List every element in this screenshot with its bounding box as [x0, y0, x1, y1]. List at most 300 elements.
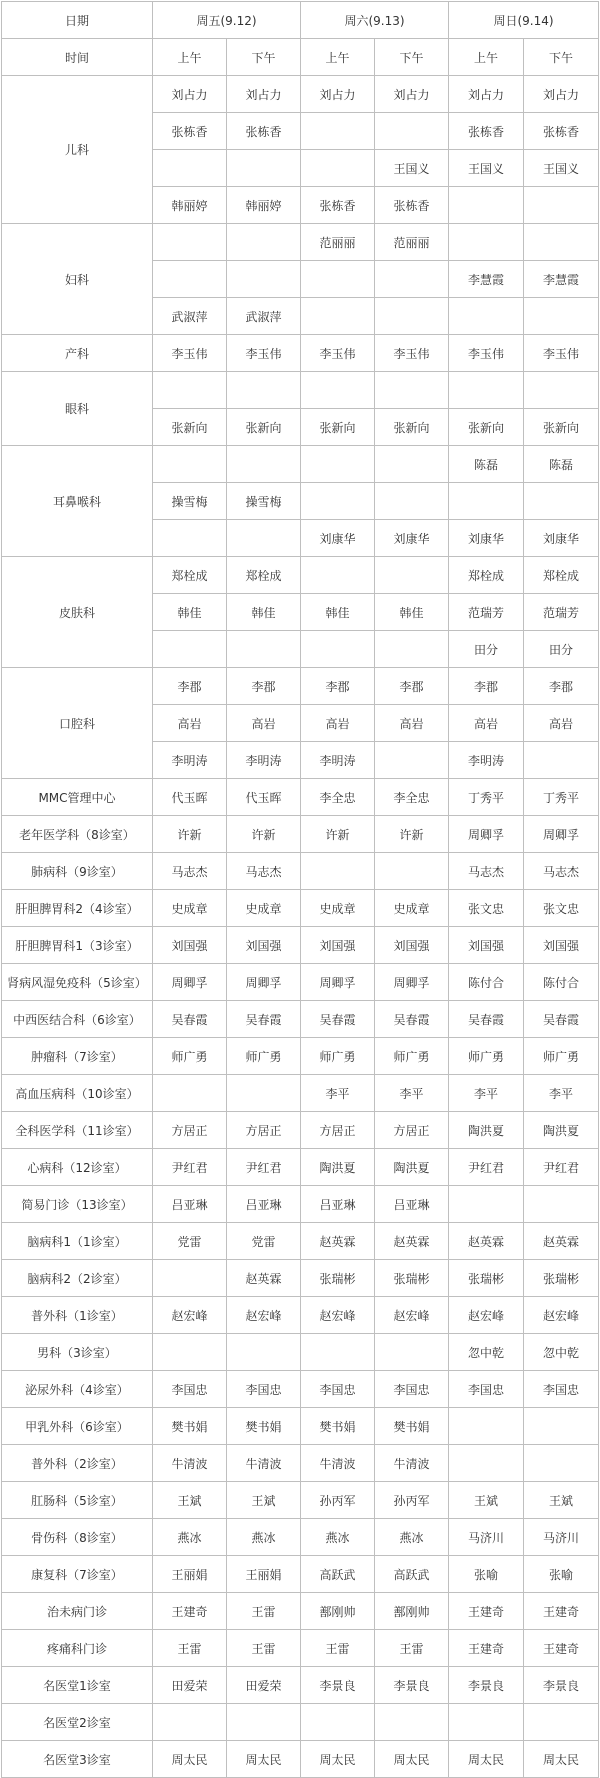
doctor-cell: 代玉晖: [227, 779, 301, 816]
doctor-cell: [301, 372, 375, 409]
doctor-cell: 郑栓成: [449, 557, 524, 594]
doctor-cell: 李平: [301, 1075, 375, 1112]
doctor-cell: 高岩: [153, 705, 227, 742]
doctor-cell: 王建奇: [449, 1630, 524, 1667]
doctor-cell: 吕亚琳: [301, 1186, 375, 1223]
schedule-body: [2, 2, 599, 1778]
doctor-cell: 李景良: [449, 1667, 524, 1704]
department-name: 肝胆脾胃科1（3诊室）: [2, 927, 153, 964]
doctor-cell: 操雪梅: [227, 483, 301, 520]
doctor-cell: 马志杰: [227, 853, 301, 890]
doctor-cell: 李平: [375, 1075, 449, 1112]
doctor-cell: 李郡: [449, 668, 524, 705]
doctor-cell: 张瑞彬: [524, 1260, 599, 1297]
department-name: 眼科: [2, 372, 153, 446]
department-name: 口腔科: [2, 668, 153, 779]
doctor-cell: 吴春霞: [227, 1001, 301, 1038]
doctor-cell: 师广勇: [301, 1038, 375, 1075]
doctor-cell: 吴春霞: [301, 1001, 375, 1038]
doctor-cell: 李全忠: [301, 779, 375, 816]
doctor-cell: 王斌: [153, 1482, 227, 1519]
doctor-cell: [227, 261, 301, 298]
doctor-cell: [153, 224, 227, 261]
doctor-cell: 李郡: [153, 668, 227, 705]
schedule-row: [2, 1297, 599, 1334]
doctor-cell: 李明涛: [227, 742, 301, 779]
doctor-cell: 刘国强: [375, 927, 449, 964]
doctor-cell: [524, 1445, 599, 1482]
department-name: 肛肠科（5诊室）: [2, 1482, 153, 1519]
doctor-cell: 刘占力: [375, 76, 449, 113]
schedule-row: [2, 335, 599, 372]
doctor-cell: 张喻: [524, 1556, 599, 1593]
doctor-cell: 李郡: [524, 668, 599, 705]
doctor-cell: [524, 742, 599, 779]
schedule-row: [2, 1408, 599, 1445]
doctor-cell: 武淑萍: [227, 298, 301, 335]
doctor-cell: 党雷: [153, 1223, 227, 1260]
doctor-cell: 党雷: [227, 1223, 301, 1260]
doctor-cell: 马志杰: [449, 853, 524, 890]
doctor-cell: 牛清波: [153, 1445, 227, 1482]
department-name: 普外科（2诊室）: [2, 1445, 153, 1482]
doctor-cell: 王斌: [524, 1482, 599, 1519]
doctor-cell: 师广勇: [449, 1038, 524, 1075]
doctor-cell: 李玉伟: [449, 335, 524, 372]
doctor-cell: 李景良: [301, 1667, 375, 1704]
doctor-cell: 樊书娟: [301, 1408, 375, 1445]
doctor-cell: 高岩: [375, 705, 449, 742]
doctor-cell: 周卿孚: [449, 816, 524, 853]
doctor-cell: 李郡: [375, 668, 449, 705]
doctor-cell: 牛清波: [227, 1445, 301, 1482]
doctor-cell: 吴春霞: [375, 1001, 449, 1038]
doctor-cell: 范丽丽: [375, 224, 449, 261]
doctor-cell: 张栋香: [153, 113, 227, 150]
doctor-cell: 王国义: [449, 150, 524, 187]
doctor-cell: 郑栓成: [153, 557, 227, 594]
doctor-cell: [449, 187, 524, 224]
doctor-cell: [375, 446, 449, 483]
doctor-cell: 燕冰: [227, 1519, 301, 1556]
doctor-cell: 王雷: [301, 1630, 375, 1667]
doctor-cell: 吕亚琳: [375, 1186, 449, 1223]
doctor-cell: 刘康华: [524, 520, 599, 557]
doctor-cell: 刘康华: [301, 520, 375, 557]
doctor-cell: 刘康华: [449, 520, 524, 557]
doctor-cell: 鄯刚帅: [375, 1593, 449, 1630]
doctor-cell: [301, 557, 375, 594]
schedule-row: [2, 1593, 599, 1630]
doctor-cell: [375, 557, 449, 594]
doctor-cell: 燕冰: [301, 1519, 375, 1556]
doctor-cell: 陈磊: [449, 446, 524, 483]
period-header: 下午: [524, 39, 599, 76]
department-name: 老年医学科（8诊室）: [2, 816, 153, 853]
doctor-cell: 史成章: [153, 890, 227, 927]
doctor-cell: 刘国强: [301, 927, 375, 964]
doctor-cell: 樊书娟: [375, 1408, 449, 1445]
doctor-cell: [153, 446, 227, 483]
doctor-cell: 韩丽婷: [153, 187, 227, 224]
doctor-cell: 李明涛: [449, 742, 524, 779]
doctor-cell: 方居正: [301, 1112, 375, 1149]
schedule-row: [2, 927, 599, 964]
schedule-row: [2, 557, 599, 594]
doctor-cell: 李玉伟: [524, 335, 599, 372]
doctor-cell: 周卿孚: [153, 964, 227, 1001]
doctor-cell: [227, 631, 301, 668]
doctor-cell: 李国忠: [153, 1371, 227, 1408]
doctor-cell: 刘占力: [449, 76, 524, 113]
doctor-cell: [227, 520, 301, 557]
doctor-cell: [375, 113, 449, 150]
schedule-row: [2, 816, 599, 853]
department-name: 泌尿外科（4诊室）: [2, 1371, 153, 1408]
doctor-cell: 李国忠: [524, 1371, 599, 1408]
schedule-row: [2, 853, 599, 890]
doctor-cell: 张瑞彬: [301, 1260, 375, 1297]
doctor-cell: 刘占力: [227, 76, 301, 113]
doctor-cell: 尹红君: [227, 1149, 301, 1186]
doctor-cell: [301, 1704, 375, 1741]
doctor-cell: [449, 372, 524, 409]
schedule-row: [2, 1038, 599, 1075]
doctor-cell: [301, 298, 375, 335]
day-header-row: [2, 2, 599, 39]
doctor-cell: [375, 483, 449, 520]
department-name: 脑病科1（1诊室）: [2, 1223, 153, 1260]
doctor-cell: 李玉伟: [301, 335, 375, 372]
doctor-cell: 韩佳: [375, 594, 449, 631]
doctor-cell: 丁秀平: [524, 779, 599, 816]
doctor-cell: 赵英霖: [227, 1260, 301, 1297]
department-name: 治未病门诊: [2, 1593, 153, 1630]
doctor-cell: 高岩: [449, 705, 524, 742]
schedule-row: [2, 224, 599, 261]
doctor-cell: 师广勇: [153, 1038, 227, 1075]
doctor-cell: 陈付合: [524, 964, 599, 1001]
doctor-cell: 田分: [449, 631, 524, 668]
doctor-cell: 高跃武: [301, 1556, 375, 1593]
schedule-row: [2, 1260, 599, 1297]
doctor-cell: 师广勇: [227, 1038, 301, 1075]
doctor-cell: 高岩: [227, 705, 301, 742]
doctor-cell: 赵宏峰: [153, 1297, 227, 1334]
doctor-cell: 张栋香: [227, 113, 301, 150]
department-name: 心病科（12诊室）: [2, 1149, 153, 1186]
doctor-cell: 张文忠: [449, 890, 524, 927]
doctor-cell: 李玉伟: [375, 335, 449, 372]
doctor-cell: 张瑞彬: [375, 1260, 449, 1297]
doctor-cell: 李国忠: [227, 1371, 301, 1408]
department-name: 疼痛科门诊: [2, 1630, 153, 1667]
schedule-row: [2, 1334, 599, 1371]
doctor-cell: 孙丙军: [301, 1482, 375, 1519]
department-name: 肾病风湿免疫科（5诊室）: [2, 964, 153, 1001]
department-name: 皮肤科: [2, 557, 153, 668]
doctor-cell: 刘占力: [524, 76, 599, 113]
doctor-cell: 周卿孚: [524, 816, 599, 853]
doctor-cell: 师广勇: [375, 1038, 449, 1075]
doctor-cell: 陈磊: [524, 446, 599, 483]
department-name: 全科医学科（11诊室）: [2, 1112, 153, 1149]
schedule-row: [2, 1704, 599, 1741]
doctor-cell: 张栋香: [375, 187, 449, 224]
doctor-cell: 吴春霞: [524, 1001, 599, 1038]
doctor-cell: 许新: [227, 816, 301, 853]
schedule-row: [2, 1075, 599, 1112]
doctor-cell: 张新向: [449, 409, 524, 446]
doctor-cell: 马志杰: [524, 853, 599, 890]
doctor-cell: 忽中乾: [449, 1334, 524, 1371]
doctor-cell: 高岩: [524, 705, 599, 742]
doctor-cell: 韩佳: [227, 594, 301, 631]
doctor-cell: [301, 113, 375, 150]
doctor-cell: [153, 1334, 227, 1371]
doctor-cell: 李慧霞: [449, 261, 524, 298]
doctor-cell: 周太民: [153, 1741, 227, 1778]
doctor-cell: 孙丙军: [375, 1482, 449, 1519]
doctor-cell: 师广勇: [524, 1038, 599, 1075]
doctor-cell: [449, 1408, 524, 1445]
doctor-cell: [449, 224, 524, 261]
doctor-cell: 吴春霞: [153, 1001, 227, 1038]
doctor-cell: 王国义: [524, 150, 599, 187]
doctor-cell: [375, 631, 449, 668]
department-name: 高血压病科（10诊室）: [2, 1075, 153, 1112]
department-name: 妇科: [2, 224, 153, 335]
doctor-cell: [153, 1075, 227, 1112]
doctor-cell: 李慧霞: [524, 261, 599, 298]
doctor-cell: [375, 261, 449, 298]
doctor-cell: 田分: [524, 631, 599, 668]
doctor-cell: 牛清波: [375, 1445, 449, 1482]
doctor-cell: 周太民: [227, 1741, 301, 1778]
doctor-cell: 张栋香: [301, 187, 375, 224]
doctor-cell: 周卿孚: [301, 964, 375, 1001]
doctor-cell: 刘国强: [449, 927, 524, 964]
doctor-cell: 张喻: [449, 1556, 524, 1593]
doctor-cell: [524, 1704, 599, 1741]
doctor-cell: [449, 298, 524, 335]
doctor-cell: [524, 187, 599, 224]
date-label: 日期: [2, 2, 153, 39]
doctor-cell: 周太民: [375, 1741, 449, 1778]
doctor-cell: [301, 261, 375, 298]
doctor-cell: 许新: [375, 816, 449, 853]
doctor-cell: [153, 261, 227, 298]
doctor-cell: 操雪梅: [153, 483, 227, 520]
doctor-cell: 鄯刚帅: [301, 1593, 375, 1630]
doctor-cell: [153, 372, 227, 409]
doctor-cell: [301, 631, 375, 668]
doctor-cell: 王国义: [375, 150, 449, 187]
department-name: 康复科（7诊室）: [2, 1556, 153, 1593]
doctor-cell: [524, 1408, 599, 1445]
doctor-cell: 许新: [301, 816, 375, 853]
department-name: 骨伤科（8诊室）: [2, 1519, 153, 1556]
department-name: 肝胆脾胃科2（4诊室）: [2, 890, 153, 927]
doctor-cell: [449, 1704, 524, 1741]
doctor-cell: 尹红君: [524, 1149, 599, 1186]
doctor-cell: 牛清波: [301, 1445, 375, 1482]
doctor-cell: 代玉晖: [153, 779, 227, 816]
doctor-cell: [375, 298, 449, 335]
schedule-row: [2, 1223, 599, 1260]
doctor-cell: 陈付合: [449, 964, 524, 1001]
doctor-cell: 韩丽婷: [227, 187, 301, 224]
schedule-row: [2, 372, 599, 409]
doctor-cell: [375, 742, 449, 779]
doctor-cell: 田爱荣: [153, 1667, 227, 1704]
schedule-row: [2, 964, 599, 1001]
doctor-cell: [375, 853, 449, 890]
schedule-row: [2, 1149, 599, 1186]
doctor-cell: [301, 1334, 375, 1371]
doctor-cell: 赵英霖: [449, 1223, 524, 1260]
doctor-cell: 刘国强: [524, 927, 599, 964]
doctor-cell: [153, 631, 227, 668]
doctor-cell: 吕亚琳: [153, 1186, 227, 1223]
schedule-row: [2, 1667, 599, 1704]
doctor-cell: 马济川: [449, 1519, 524, 1556]
schedule-row: [2, 890, 599, 927]
doctor-cell: 史成章: [375, 890, 449, 927]
doctor-cell: 王雷: [375, 1630, 449, 1667]
doctor-cell: 韩佳: [153, 594, 227, 631]
doctor-cell: 方居正: [375, 1112, 449, 1149]
doctor-cell: 忽中乾: [524, 1334, 599, 1371]
doctor-cell: 张栋香: [524, 113, 599, 150]
doctor-cell: [524, 372, 599, 409]
schedule-row: [2, 1112, 599, 1149]
doctor-cell: 范瑞芳: [524, 594, 599, 631]
doctor-cell: 周太民: [524, 1741, 599, 1778]
period-header: 上午: [301, 39, 375, 76]
schedule-row: [2, 1445, 599, 1482]
doctor-cell: 燕冰: [153, 1519, 227, 1556]
department-name: 名医堂2诊室: [2, 1704, 153, 1741]
period-header: 上午: [449, 39, 524, 76]
doctor-cell: 周卿孚: [375, 964, 449, 1001]
doctor-cell: 刘康华: [375, 520, 449, 557]
doctor-cell: 周太民: [301, 1741, 375, 1778]
doctor-cell: [227, 372, 301, 409]
doctor-cell: 李国忠: [301, 1371, 375, 1408]
doctor-cell: 范瑞芳: [449, 594, 524, 631]
doctor-cell: 赵英霖: [524, 1223, 599, 1260]
doctor-cell: 刘占力: [301, 76, 375, 113]
doctor-cell: 武淑萍: [153, 298, 227, 335]
doctor-cell: 张瑞彬: [449, 1260, 524, 1297]
schedule-row: [2, 668, 599, 705]
doctor-cell: [449, 1445, 524, 1482]
doctor-cell: 王建奇: [524, 1593, 599, 1630]
period-header: 上午: [153, 39, 227, 76]
department-name: 简易门诊（13诊室）: [2, 1186, 153, 1223]
department-name: MMC管理中心: [2, 779, 153, 816]
schedule-row: [2, 1371, 599, 1408]
schedule-row: [2, 1556, 599, 1593]
department-name: 产科: [2, 335, 153, 372]
day-header-sun: 周日(9.14): [449, 2, 599, 39]
doctor-cell: 李郡: [301, 668, 375, 705]
doctor-cell: 马济川: [524, 1519, 599, 1556]
doctor-cell: 李平: [449, 1075, 524, 1112]
doctor-cell: 赵宏峰: [449, 1297, 524, 1334]
doctor-cell: [301, 446, 375, 483]
doctor-cell: [449, 1186, 524, 1223]
doctor-cell: 燕冰: [375, 1519, 449, 1556]
doctor-cell: 张新向: [375, 409, 449, 446]
doctor-cell: 田爱荣: [227, 1667, 301, 1704]
schedule-row: [2, 1001, 599, 1038]
day-header-fri: 周五(9.12): [153, 2, 301, 39]
doctor-cell: 张新向: [301, 409, 375, 446]
doctor-cell: 赵英霖: [375, 1223, 449, 1260]
doctor-cell: 樊书娟: [227, 1408, 301, 1445]
doctor-cell: 韩佳: [301, 594, 375, 631]
doctor-cell: 刘占力: [153, 76, 227, 113]
doctor-cell: 赵宏峰: [524, 1297, 599, 1334]
doctor-cell: 丁秀平: [449, 779, 524, 816]
doctor-cell: [524, 298, 599, 335]
period-header-row: [2, 39, 599, 76]
doctor-cell: 王斌: [227, 1482, 301, 1519]
doctor-cell: [153, 1704, 227, 1741]
doctor-cell: 尹红君: [449, 1149, 524, 1186]
doctor-cell: 李明涛: [153, 742, 227, 779]
schedule-row: [2, 1519, 599, 1556]
doctor-cell: 王丽娟: [227, 1556, 301, 1593]
doctor-cell: 尹红君: [153, 1149, 227, 1186]
doctor-cell: 王雷: [227, 1593, 301, 1630]
doctor-cell: [524, 483, 599, 520]
doctor-cell: [153, 150, 227, 187]
doctor-cell: 王建奇: [524, 1630, 599, 1667]
period-header: 下午: [375, 39, 449, 76]
doctor-cell: [227, 1704, 301, 1741]
department-name: 男科（3诊室）: [2, 1334, 153, 1371]
doctor-cell: 樊书娟: [153, 1408, 227, 1445]
doctor-cell: 许新: [153, 816, 227, 853]
doctor-cell: 李平: [524, 1075, 599, 1112]
doctor-cell: 李郡: [227, 668, 301, 705]
doctor-cell: 周卿孚: [227, 964, 301, 1001]
doctor-cell: 吴春霞: [449, 1001, 524, 1038]
doctor-cell: 张文忠: [524, 890, 599, 927]
doctor-cell: [153, 1260, 227, 1297]
doctor-cell: 郑栓成: [227, 557, 301, 594]
doctor-cell: 高岩: [301, 705, 375, 742]
doctor-cell: 王斌: [449, 1482, 524, 1519]
doctor-cell: 赵英霖: [301, 1223, 375, 1260]
doctor-cell: 赵宏峰: [301, 1297, 375, 1334]
department-name: 普外科（1诊室）: [2, 1297, 153, 1334]
doctor-cell: 史成章: [301, 890, 375, 927]
schedule-row: [2, 1630, 599, 1667]
doctor-cell: 张新向: [153, 409, 227, 446]
department-name: 名医堂3诊室: [2, 1741, 153, 1778]
doctor-cell: 刘国强: [227, 927, 301, 964]
doctor-cell: 周太民: [449, 1741, 524, 1778]
doctor-cell: [524, 224, 599, 261]
doctor-cell: [227, 1075, 301, 1112]
department-name: 儿科: [2, 76, 153, 224]
doctor-cell: 陶洪夏: [301, 1149, 375, 1186]
doctor-cell: 李国忠: [449, 1371, 524, 1408]
